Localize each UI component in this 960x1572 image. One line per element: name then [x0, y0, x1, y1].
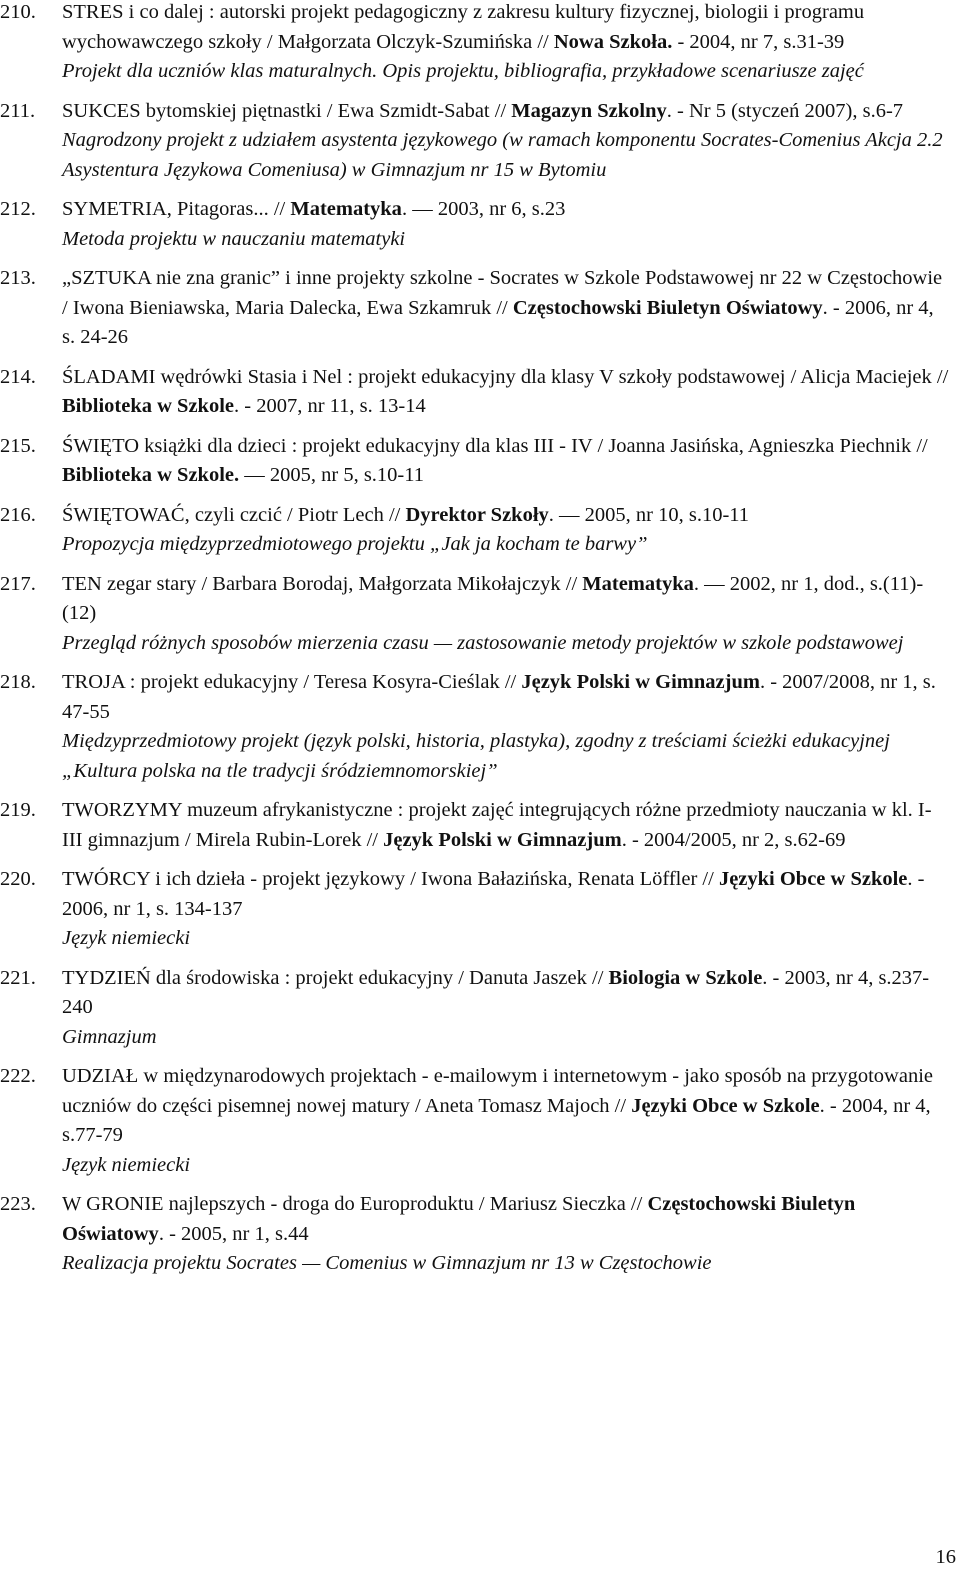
entry-tail: — 2005, nr 5, s.10-11 [239, 464, 424, 486]
bibliography-entry-215 [0, 432, 960, 491]
entry-note: Metoda projektu w nauczaniu matematyki [62, 227, 406, 250]
entry-journal: Matematyka [582, 572, 694, 595]
entry-tail: . - 2007, nr 11, s. 13-14 [234, 395, 426, 417]
bibliography-entry-219 [0, 796, 960, 855]
entry-tail: . - 2003, nr 4, s.237-240 [62, 966, 930, 1018]
entry-note: Realizacja projektu Socrates — Comenius w Gimnazjum nr 13 w Częstochowie [62, 1252, 712, 1274]
entry-journal: Częstochowski Biuletyn Oświatowy [62, 1193, 856, 1245]
entry-journal: Magazyn Szkolny [511, 99, 667, 122]
entry-tail: . - 2006, nr 1, s. 134-137 [62, 868, 925, 920]
bibliography-entry-214 [0, 363, 960, 422]
entry-main: „SZTUKA nie zna granic” i inne projekty szkolne - Socrates w Szkole Podstawowej nr 22 w Częstochowie / Iwona Bieniawska, Maria Dalecka, Ewa Szkamruk // [62, 267, 943, 319]
entry-journal: Częstochowski Biuletyn Oświatowy [512, 296, 823, 319]
entry-main: TEN zegar stary / Barbara Borodaj, Małgorzata Mikołajczyk // [62, 572, 583, 595]
entry-journal: Dyrektor Szkoły [405, 503, 549, 526]
entry-number: 216. [0, 503, 36, 526]
entry-number: 217. [0, 572, 36, 595]
entry-tail: . — 2002, nr 1, dod., s.(11)-(12) [62, 572, 924, 624]
bibliography-entry-221 [0, 964, 960, 1053]
entry-main: TYDZIEŃ dla środowiska : projekt edukacyjny / Danuta Jaszek // [62, 966, 609, 989]
entry-number: 212. [0, 198, 36, 220]
entry-note: Projekt dla uczniów klas maturalnych. Opis projektu, bibliografia, przykładowe scenariusze zajęć [62, 60, 864, 82]
entry-tail: . - Nr 5 (styczeń 2007), s.6-7 [666, 99, 904, 122]
entry-note: Propozycja międzyprzedmiotowego projektu „Jak ja kocham te barwy” [62, 533, 648, 555]
entry-main: UDZIAŁ w międzynarodowych projektach - e-mailowym i internetowym - jako sposób na przygotowanie uczniów do części pisemnej nowej matury / Aneta Tomasz Majoch // [62, 1065, 934, 1117]
entry-tail: - 2004, nr 7, s.31-39 [672, 30, 845, 53]
entry-journal: Biblioteka w Szkole. [62, 464, 240, 486]
entry-tail: . — 2005, nr 10, s.10-11 [548, 503, 750, 526]
entry-main: ŚLADAMI wędrówki Stasia i Nel : projekt edukacyjny dla klasy V szkoły podstawowej / Alicja Maciejek // [62, 365, 949, 388]
entry-number: 210. [0, 1, 36, 23]
bibliography-entry-210 [0, 0, 960, 87]
bibliography-entry-220 [0, 865, 960, 954]
entry-number: 221. [0, 966, 36, 989]
entry-note: Gimnazjum [62, 1025, 157, 1048]
entry-journal: Język Polski w Gimnazjum [521, 671, 760, 693]
entry-main: W GRONIE najlepszych - droga do Europroduktu / Mariusz Sieczka // [62, 1193, 648, 1215]
page-number: 16 [935, 1546, 956, 1568]
entry-main: TWÓRCY i ich dzieła - projekt językowy / Iwona Bałazińska, Renata Löffler // [62, 868, 719, 890]
entry-number: 220. [0, 868, 36, 890]
entry-journal: Biblioteka w Szkole [62, 395, 234, 417]
entry-tail: . — 2003, nr 6, s.23 [401, 198, 566, 220]
entry-main: TROJA : projekt edukacyjny / Teresa Kosyra-Cieślak // [62, 671, 522, 693]
entry-journal: Biologia w Szkole [608, 966, 763, 989]
entry-number: 215. [0, 434, 36, 457]
entry-note: Nagrodzony projekt z udziałem asystenta językowego (w ramach komponentu Socrates-Comenius Akcja 2.2 Asystentura Językowa Comeniusa) w Gimnazjum nr 15 w Bytomiu [62, 129, 943, 181]
entry-main: SYMETRIA, Pitagoras... // [62, 198, 291, 220]
bibliography-entry-213 [0, 264, 960, 353]
bibliography-entry-211 [0, 97, 960, 186]
entry-journal: Nowa Szkoła. [553, 30, 673, 53]
entry-number: 218. [0, 671, 36, 693]
bibliography-entry-222 [0, 1062, 960, 1180]
bibliography-entry-223 [0, 1190, 960, 1279]
entry-main: ŚWIĘTO książki dla dzieci : projekt edukacyjny dla klas III - IV / Joanna Jasińska, Agnieszka Piechnik // [62, 434, 928, 457]
entry-note: Język niemiecki [62, 1153, 191, 1176]
entry-number: 214. [0, 365, 36, 388]
entry-main: ŚWIĘTOWAĆ, czyli czcić / Piotr Lech // [62, 503, 406, 526]
entry-number: 211. [0, 99, 36, 122]
bibliography-entry-218 [0, 668, 960, 786]
entry-main: SUKCES bytomskiej piętnastki / Ewa Szmidt-Sabat // [62, 99, 512, 122]
entry-note: Przegląd różnych sposobów mierzenia czasu — zastosowanie metody projektów w szkole podstawowej [62, 631, 904, 654]
entry-journal: Matematyka [290, 198, 402, 220]
entry-tail: . - 2006, nr 4, s. 24-26 [62, 296, 934, 348]
entry-tail: . - 2005, nr 1, s.44 [158, 1222, 309, 1245]
bibliography-entry-212 [0, 195, 960, 254]
entry-number: 213. [0, 267, 36, 289]
entry-tail: . - 2004, nr 4, s.77-79 [62, 1094, 931, 1146]
bibliography-entry-217 [0, 570, 960, 659]
entry-journal: Języki Obce w Szkole [718, 868, 908, 890]
entry-main: TWORZYMY muzeum afrykanistyczne : projekt zajęć integrujących różne przedmioty nauczania w kl. I-III gimnazjum / Mirela Rubin-Lorek // [62, 799, 932, 851]
entry-journal: Języki Obce w Szkole [631, 1094, 820, 1117]
entry-number: 222. [0, 1065, 36, 1087]
entry-note: Język niemiecki [62, 927, 191, 949]
bibliography-entry-216 [0, 501, 960, 560]
entry-tail: . - 2004/2005, nr 2, s.62-69 [621, 828, 846, 851]
entry-tail: . - 2007/2008, nr 1, s. 47-55 [62, 671, 936, 723]
entry-journal: Język Polski w Gimnazjum [383, 828, 622, 851]
entry-note: Międzyprzedmiotowy projekt (język polski, historia, plastyka), zgodny z treściami ścieżki edukacyjnej „Kultura polska na tle tradycji śródziemnomorskiej” [62, 730, 890, 782]
entry-main: STRES i co dalej : autorski projekt pedagogiczny z zakresu kultury fizycznej, biologii i programu wychowawczego szkoły / Małgorzata Olczyk-Szumińska // [62, 1, 865, 53]
entry-number: 223. [0, 1193, 36, 1215]
entry-number: 219. [0, 799, 36, 821]
